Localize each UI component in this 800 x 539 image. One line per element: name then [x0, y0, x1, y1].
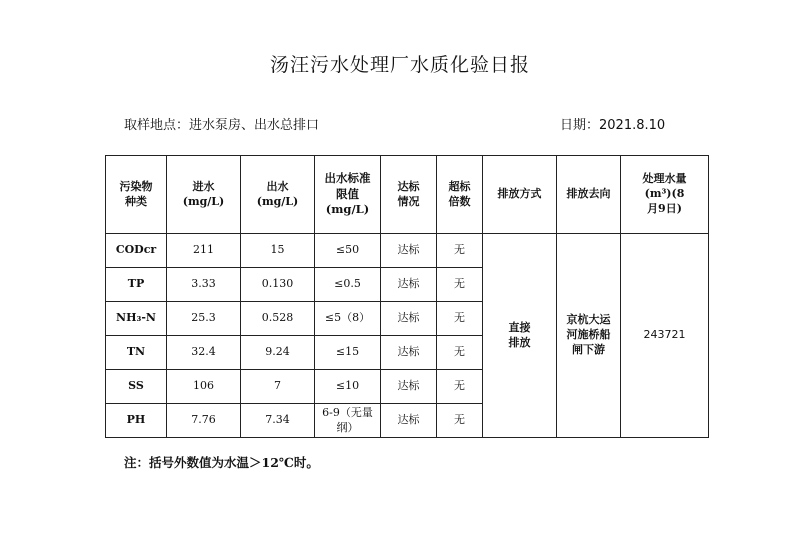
influent-cell: 7.76: [167, 404, 241, 438]
influent-cell: 211: [167, 234, 241, 268]
param-cell: CODcr: [106, 234, 167, 268]
exceed-cell: 无: [437, 302, 483, 336]
status-cell: 达标: [381, 234, 437, 268]
influent-cell: 106: [167, 370, 241, 404]
effluent-cell: 15: [241, 234, 315, 268]
limit-cell: ≤50: [315, 234, 381, 268]
param-cell: PH: [106, 404, 167, 438]
param-cell: TN: [106, 336, 167, 370]
exceed-cell: 无: [437, 268, 483, 302]
header-method: 排放方式: [483, 156, 557, 234]
table-row: [106, 234, 709, 268]
header-volume: 处理水量(m³)(8月9日): [621, 156, 709, 234]
param-cell: NH₃-N: [106, 302, 167, 336]
status-cell: 达标: [381, 370, 437, 404]
header-limit: 出水标准限值(mg/L): [315, 156, 381, 234]
status-cell: 达标: [381, 336, 437, 370]
header-influent: 进水(mg/L): [167, 156, 241, 234]
effluent-cell: 9.24: [241, 336, 315, 370]
effluent-cell: 0.528: [241, 302, 315, 336]
exceed-cell: 无: [437, 370, 483, 404]
exceed-cell: 无: [437, 404, 483, 438]
footnote: 注：括号外数值为水温＞12℃时。: [124, 455, 319, 470]
influent-cell: 32.4: [167, 336, 241, 370]
influent-cell: 25.3: [167, 302, 241, 336]
header-exceed: 超标倍数: [437, 156, 483, 234]
table-header-row: [106, 156, 709, 234]
effluent-cell: 0.130: [241, 268, 315, 302]
effluent-cell: 7.34: [241, 404, 315, 438]
status-cell: 达标: [381, 302, 437, 336]
influent-cell: 3.33: [167, 268, 241, 302]
header-destination: 排放去向: [557, 156, 621, 234]
treated-volume-cell: 243721: [621, 234, 709, 438]
exceed-cell: 无: [437, 234, 483, 268]
header-status: 达标情况: [381, 156, 437, 234]
limit-cell: ≤15: [315, 336, 381, 370]
status-cell: 达标: [381, 268, 437, 302]
limit-cell: 6-9（无量纲）: [315, 404, 381, 438]
effluent-cell: 7: [241, 370, 315, 404]
limit-cell: ≤0.5: [315, 268, 381, 302]
report-date: 日期：2021.8.10: [560, 118, 666, 133]
status-cell: 达标: [381, 404, 437, 438]
limit-cell: ≤10: [315, 370, 381, 404]
header-effluent: 出水(mg/L): [241, 156, 315, 234]
report-title: 汤汪污水处理厂水质化验日报: [269, 54, 530, 76]
water-quality-table: [105, 155, 709, 438]
discharge-destination-cell: 京杭大运河施桥船闸下游: [557, 234, 621, 438]
sampling-location: 取样地点：进水泵房、出水总排口: [124, 118, 320, 133]
param-cell: SS: [106, 370, 167, 404]
discharge-method-cell: 直接排放: [483, 234, 557, 438]
param-cell: TP: [106, 268, 167, 302]
limit-cell: ≤5（8）: [315, 302, 381, 336]
exceed-cell: 无: [437, 336, 483, 370]
header-pollutant: 污染物种类: [106, 156, 167, 234]
